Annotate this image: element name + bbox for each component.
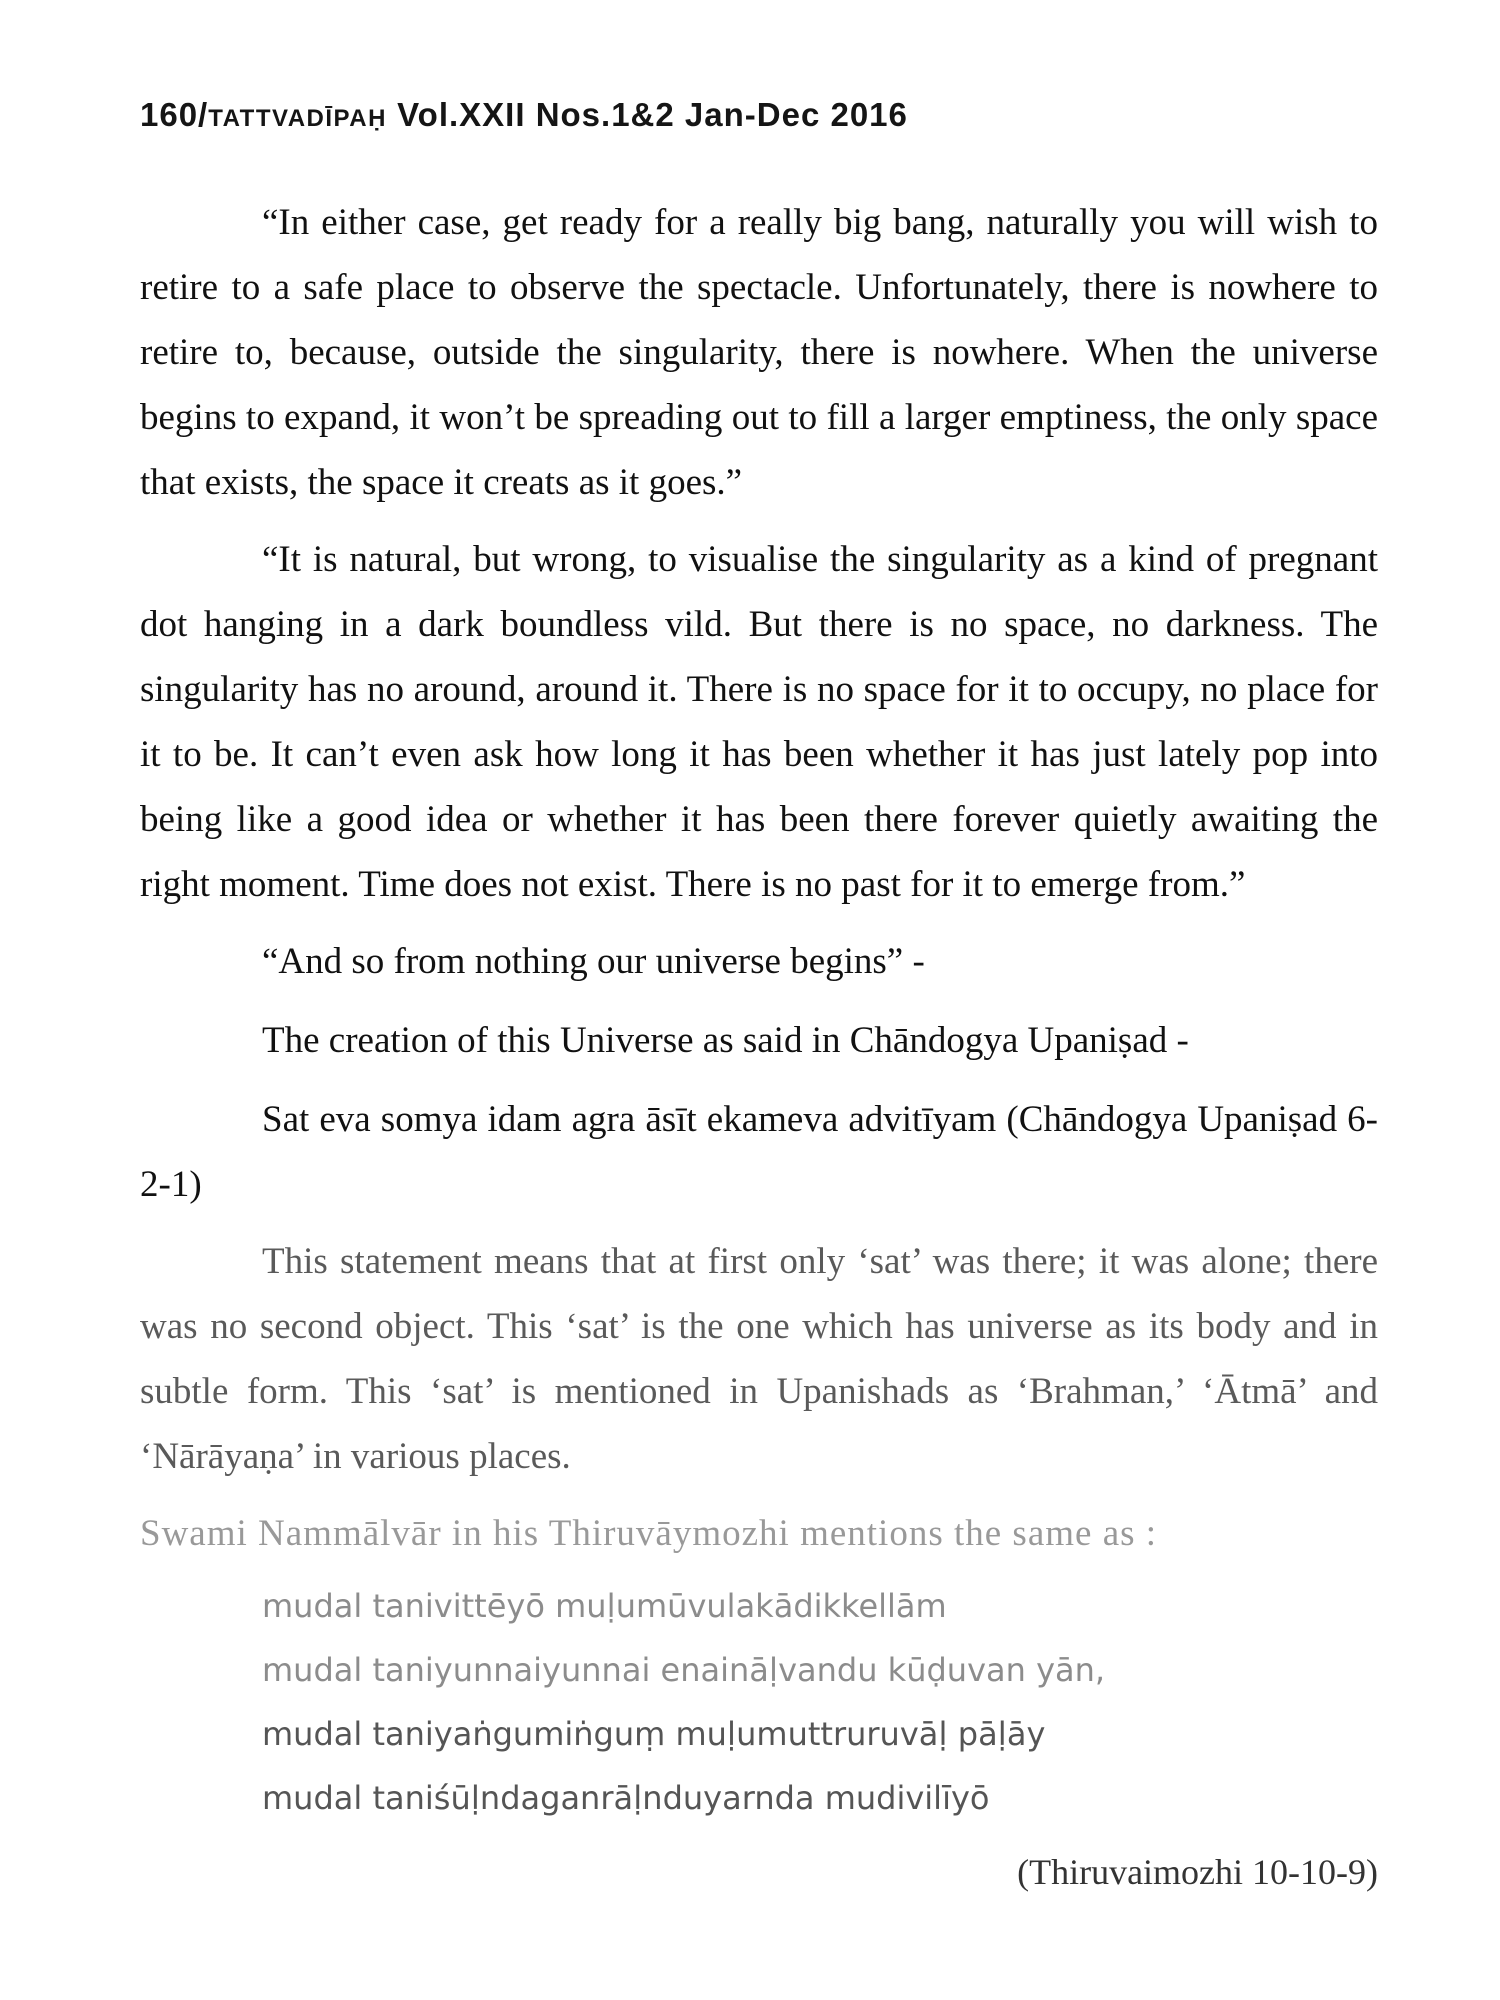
paragraph-creation-intro: The creation of this Universe as said in Chāndogya Upaniṣad - xyxy=(262,1020,1189,1061)
journal-name: TATTVADĪPAḤ xyxy=(208,105,387,132)
paragraph-big-bang-quote: “In either case, get ready for a really big bang, naturally you will wish to retire to a safe place to observe the spectacle. Unfortunately, there is nowhere to retire to, because, outside the singularity, there is nowhere. When the universe begins to expand, it won’t be spreading out to fill a larger emptiness, the only space that exists, the space it creats as it goes.” xyxy=(140,202,1378,503)
paragraph-universe-begins: “And so from nothing our universe begins” - xyxy=(262,941,925,982)
paragraph-sat-explanation: This statement means that at first only ‘sat’ was there; it was alone; there was no second object. This ‘sat’ is the one which has universe as its body and in subtle form. This ‘sat’ is mentioned in Upanishads as ‘Brahman,’ ‘Ātmā’ and ‘Nārāyaṇa’ in various places. xyxy=(140,1241,1378,1477)
tamil-verse xyxy=(140,1574,1378,1830)
verse-line-2: mudal taniyunnaiyunnai enaināḷvandu kūḍuvan yān, xyxy=(262,1651,1106,1689)
verse-line-4: mudal taniśūḷndaganrāḷnduyarnda mudivilīyō xyxy=(262,1779,990,1817)
verse-line-3: mudal taniyaṅgumiṅguṃ muḷumuttruruvāḷ pāḷāy xyxy=(262,1715,1046,1753)
paragraph-singularity-quote: “It is natural, but wrong, to visualise the singularity as a kind of pregnant dot hanging in a dark boundless vild. But there is no space, no darkness. The singularity has no around, around it. There is no space for it to occupy, no place for it to be. It can’t even ask how long it has been whether it has just lately pop into being like a good idea or whether it has been there forever quietly awaiting the right moment. Time does not exist. There is no past for it to emerge from.” xyxy=(140,539,1378,905)
verse-intro-line: Swami Nammālvār in his Thiruvāymozhi mentions the same as : xyxy=(140,1513,1158,1554)
page-number: 160/ xyxy=(140,96,209,133)
body-text xyxy=(140,190,1378,1905)
running-header xyxy=(140,96,908,134)
volume-info: Vol.XXII Nos.1&2 Jan-Dec 2016 xyxy=(397,96,908,133)
verse-line-1: mudal tanivittēyō muḷumūvulakādikkellām xyxy=(262,1587,947,1625)
paragraph-sanskrit-quote: Sat eva somya idam agra āsīt ekameva advitīyam (Chāndogya Upaniṣad 6-2-1) xyxy=(140,1099,1378,1205)
verse-citation: (Thiruvaimozhi 10-10-9) xyxy=(1017,1852,1378,1892)
